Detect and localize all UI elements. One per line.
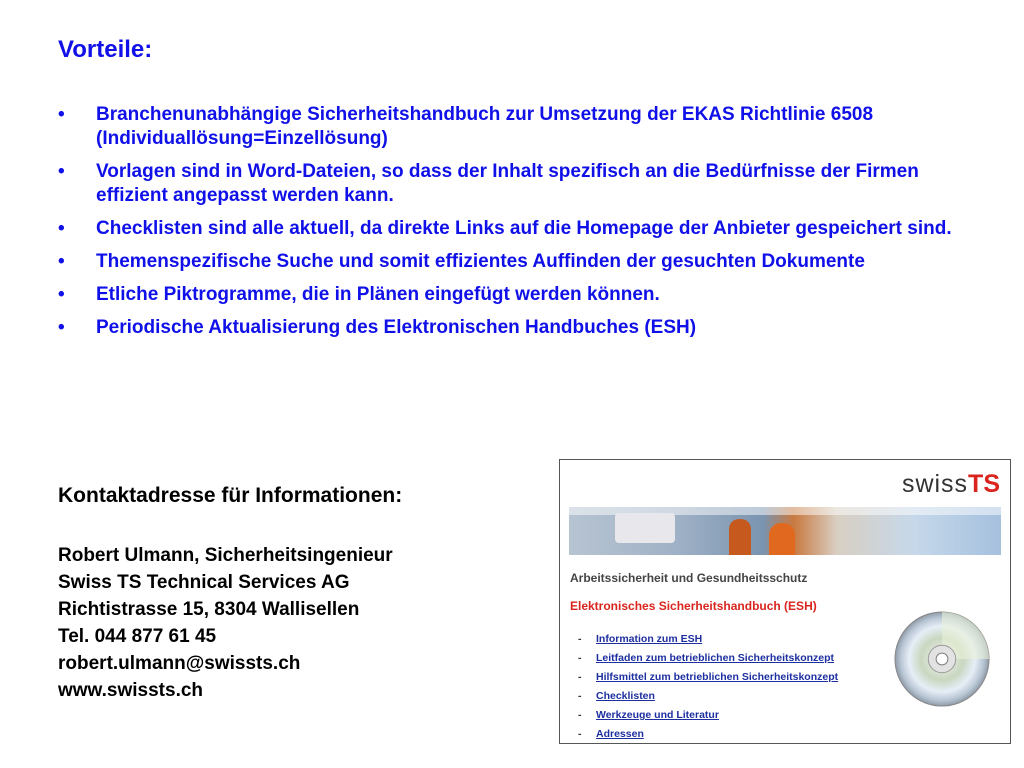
contact-name: Robert Ulmann, Sicherheitsingenieur xyxy=(58,545,393,566)
section-heading: Arbeitssicherheit und Gesundheitsschutz xyxy=(570,571,808,585)
contact-block xyxy=(58,542,393,704)
list-item: • Branchenunabhängige Sicherheitshandbuch zur Umsetzung der EKAS Richtlinie 6508 (Individuallösung=Einzellösung) xyxy=(58,103,978,151)
link-adressen[interactable]: Adressen xyxy=(596,728,644,740)
link-leitfaden[interactable]: Leitfaden zum betrieblichen Sicherheitskonzept xyxy=(596,652,835,664)
link-checklisten[interactable]: Checklisten xyxy=(596,690,655,702)
contact-address: Richtistrasse 15, 8304 Wallisellen xyxy=(58,599,360,620)
contact-heading: Kontaktadresse für Informationen: xyxy=(58,484,403,507)
swissts-logo: swissTS xyxy=(901,470,1000,498)
page-title: Vorteile: xyxy=(58,36,153,63)
list-item: - Adressen xyxy=(578,728,644,740)
advantages-list xyxy=(58,103,978,349)
cd-disc-icon xyxy=(893,610,991,708)
worker-image xyxy=(729,519,751,555)
list-item: • Vorlagen sind in Word-Dateien, so dass der Inhalt spezifisch an die Bedürfnisse der Firmen effizient angepasst werden kann. xyxy=(58,160,978,208)
list-item: • Periodische Aktualisierung des Elektronischen Handbuches (ESH) xyxy=(58,316,978,340)
worker-image xyxy=(769,523,795,555)
list-item: • Themenspezifische Suche und somit effizientes Auffinden der gesuchten Dokumente xyxy=(58,250,978,274)
contact-phone: Tel. 044 877 61 45 xyxy=(58,626,217,647)
link-information[interactable]: Information zum ESH xyxy=(596,633,703,645)
esh-title: Elektronisches Sicherheitshandbuch (ESH) xyxy=(570,599,817,613)
list-item: - Leitfaden zum betrieblichen Sicherheitskonzept xyxy=(578,652,835,664)
link-werkzeuge[interactable]: Werkzeuge und Literatur xyxy=(596,709,719,721)
contact-email: robert.ulmann@swissts.ch xyxy=(58,653,301,674)
link-list xyxy=(578,630,838,744)
contact-company: Swiss TS Technical Services AG xyxy=(58,572,350,593)
website-screenshot xyxy=(559,459,1011,744)
list-item: • Checklisten sind alle aktuell, da direkte Links auf die Homepage der Anbieter gespeichert sind. xyxy=(58,217,978,241)
list-item: • Etliche Piktrogramme, die in Plänen eingefügt werden können. xyxy=(58,283,978,307)
link-hilfsmittel[interactable]: Hilfsmittel zum betrieblichen Sicherheitskonzept xyxy=(596,671,839,683)
header-banner-image xyxy=(569,507,1001,555)
vehicle-image xyxy=(615,513,675,543)
contact-website: www.swissts.ch xyxy=(58,680,204,701)
list-item: - Werkzeuge und Literatur xyxy=(578,709,719,721)
list-item: - Hilfsmittel zum betrieblichen Sicherheitskonzept xyxy=(578,671,839,683)
list-item: - Checklisten xyxy=(578,690,655,702)
list-item: - Information zum ESH xyxy=(578,633,703,645)
